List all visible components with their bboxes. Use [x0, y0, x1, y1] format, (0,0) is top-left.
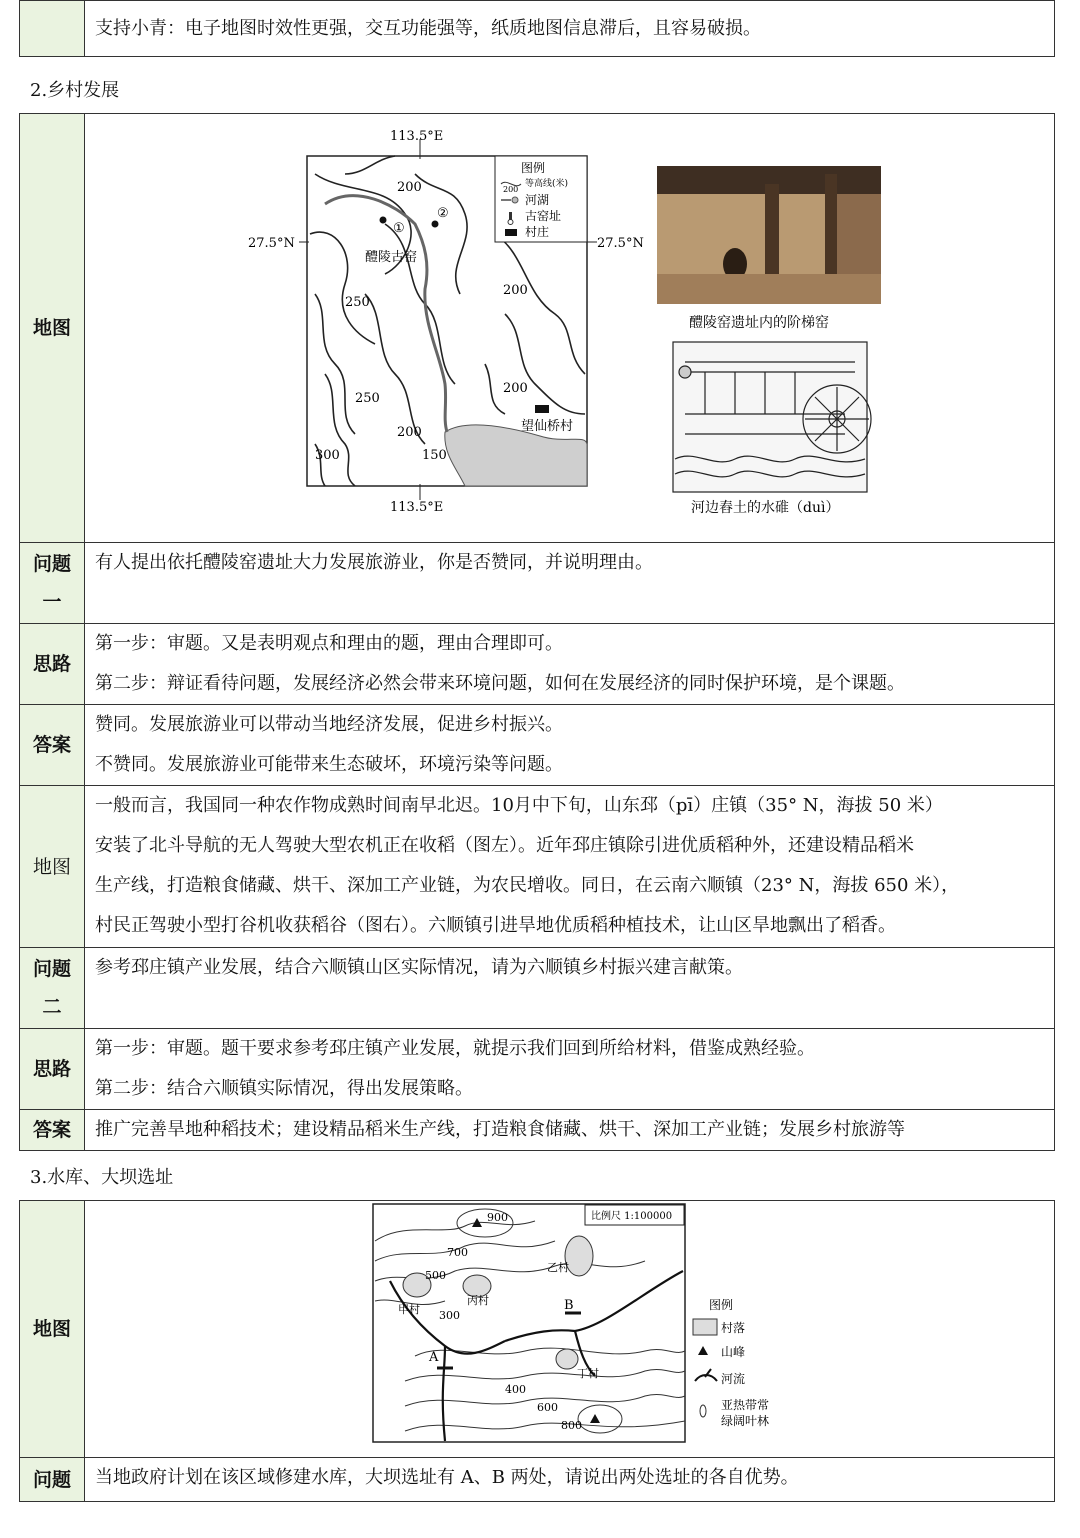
section-3-title: 3.水库、大坝选址 — [30, 1167, 174, 1188]
point-b-label: B — [564, 1298, 574, 1313]
idea-1-label: 思路 — [20, 624, 85, 705]
material-label: 地图 — [20, 786, 85, 948]
contour-label: 200 — [503, 283, 528, 298]
idea-1-text: 第一步：审题。又是表明观点和理由的题，理由合理即可。 第二步：辩证看待问题，发展经济必然会带来环境问题，如何在发展经济的同时保护环境，是个课题。 — [85, 624, 1055, 705]
contour-label: 200 — [503, 381, 528, 396]
water-hammer-drawing — [673, 342, 871, 492]
question-2-label: 问题 二 — [20, 948, 85, 1029]
contour-label: 500 — [425, 1269, 446, 1282]
village-label: 乙村 — [547, 1261, 569, 1274]
answer-2-label: 答案 — [20, 1110, 85, 1151]
lat-left-label: 27.5°N — [248, 236, 295, 251]
svg-text:200: 200 — [503, 185, 519, 194]
site-marker: ② — [437, 206, 449, 221]
contour-label: 200 — [397, 425, 422, 440]
contour-label: 900 — [487, 1211, 508, 1224]
question-3-label: 问题 — [20, 1458, 85, 1502]
photo-caption: 醴陵窑遗址内的阶梯窑 — [689, 315, 829, 331]
lon-bottom-label: 113.5°E — [390, 500, 444, 515]
contour-label: 800 — [561, 1419, 582, 1432]
legend-item: 绿阔叶林 — [721, 1414, 770, 1428]
contour-label: 700 — [447, 1246, 468, 1259]
map-figure-cell — [85, 114, 1055, 543]
village-label: 甲村 — [398, 1303, 420, 1316]
village-label: 望仙桥村 — [521, 419, 574, 434]
kiln-photo — [657, 166, 881, 304]
question-2-text: 参考邳庄镇产业发展，结合六顺镇山区实际情况，请为六顺镇乡村振兴建言献策。 — [85, 948, 1055, 1029]
question-3-text: 当地政府计划在该区域修建水库，大坝选址有 A、B 两处，请说出两处选址的各自优势。 — [85, 1458, 1055, 1502]
section-2-title: 2.乡村发展 — [30, 80, 120, 101]
contour-label: 200 — [397, 180, 422, 195]
top-row-text: 支持小青：电子地图时效性更强，交互功能强等，纸质地图信息滞后，且容易破损。 — [85, 1, 1055, 57]
legend-item: 山峰 — [721, 1345, 746, 1359]
lat-right-label: 27.5°N — [597, 236, 644, 251]
answer-1-label: 答案 — [20, 705, 85, 786]
section-3-table — [19, 1200, 1055, 1502]
contour-label: 150 — [422, 448, 447, 463]
legend-item: 等高线(米) — [525, 179, 569, 189]
village-label: 丁村 — [577, 1367, 599, 1380]
material-text: 一般而言，我国同一种农作物成熟时间南早北迟。10月中下旬，山东邳（pī）庄镇（35° N，海拔 50 米） 安装了北斗导航的无人驾驶大型农机正在收稻（图左）。近年邳庄镇除引进优质稻种外，还建设精品稻米 生产线，打造粮食储藏、烘干、深加工产业链，为农民增收。同日，在云南六顺镇（23° N，海拔 650 米）， 村民正驾驶小型打谷机收获稻谷（图右）。六顺镇引进旱地优质稻种植技术，让山区旱地飘出了稻香。 — [85, 786, 1055, 948]
contour-label: 300 — [439, 1309, 460, 1322]
legend-item: 河流 — [721, 1372, 746, 1386]
answer-1-text: 赞同。发展旅游业可以带动当地经济发展，促进乡村振兴。 不赞同。发展旅游业可能带来生态破坏，环境污染等问题。 — [85, 705, 1055, 786]
village-label: 丙村 — [467, 1294, 489, 1307]
reservoir-map — [85, 1201, 1055, 1453]
section-2-table — [19, 113, 1055, 1151]
legend-item: 古窑址 — [525, 209, 562, 223]
top-label-cell — [20, 1, 85, 57]
drawing-caption: 河边舂土的水碓（duì） — [691, 500, 840, 516]
map-label: 地图 — [20, 114, 85, 543]
question-1-label: 问题 一 — [20, 543, 85, 624]
answer-2-text: 推广完善旱地种稻技术；建设精品稻米生产线，打造粮食储藏、烘干、深加工产业链；发展乡村旅游等 — [85, 1110, 1055, 1151]
idea-2-label: 思路 — [20, 1029, 85, 1110]
top-table — [19, 0, 1055, 57]
contour-label: 600 — [537, 1401, 558, 1414]
lon-top-label: 113.5°E — [390, 129, 444, 144]
site-label: 醴陵古窑 — [365, 250, 418, 265]
site-marker: ① — [393, 221, 405, 236]
legend-title: 图例 — [521, 161, 546, 175]
legend-item: 村落 — [721, 1321, 746, 1335]
contour-label: 250 — [345, 295, 370, 310]
question-1-text: 有人提出依托醴陵窑遗址大力发展旅游业，你是否赞同，并说明理由。 — [85, 543, 1055, 624]
map-3-cell — [85, 1201, 1055, 1458]
idea-2-text: 第一步：审题。题干要求参考邳庄镇产业发展，就提示我们回到所给材料，借鉴成熟经验。 第二步：结合六顺镇实际情况，得出发展策略。 — [85, 1029, 1055, 1110]
legend-item: 亚热带常 — [721, 1398, 770, 1412]
map-figure — [85, 114, 1055, 538]
contour-label: 250 — [355, 391, 380, 406]
contour-label: 300 — [315, 448, 340, 463]
map-3-label: 地图 — [20, 1201, 85, 1458]
contour-label: 400 — [505, 1383, 526, 1396]
scale-label: 比例尺 1:100000 — [591, 1211, 673, 1222]
point-a-label: A — [429, 1350, 439, 1365]
legend-item: 村庄 — [525, 225, 550, 239]
legend-title: 图例 — [709, 1298, 734, 1312]
legend-item: 河湖 — [525, 193, 550, 207]
